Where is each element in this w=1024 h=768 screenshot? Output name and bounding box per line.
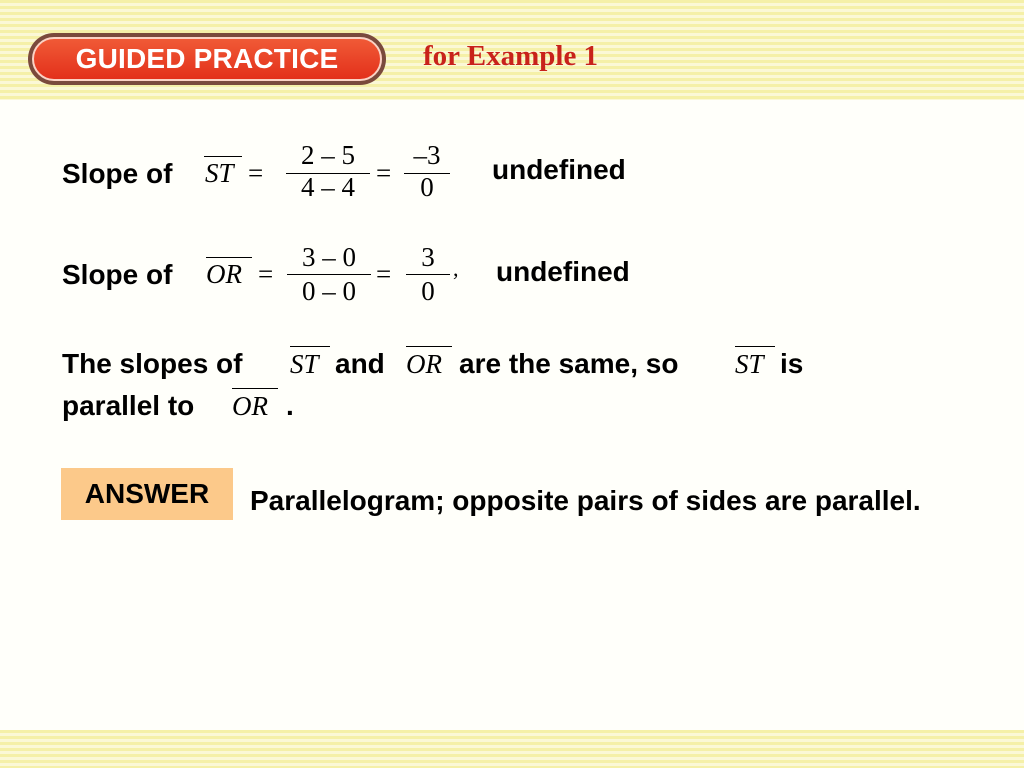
conclusion-segment-or: OR bbox=[406, 349, 442, 379]
slope-st-numerator-2: –3 bbox=[413, 140, 441, 170]
slope-or-equals-1: = bbox=[258, 259, 274, 289]
answer-label: ANSWER bbox=[84, 478, 210, 509]
st-overline bbox=[290, 346, 330, 347]
slope-or-segment: OR bbox=[206, 259, 242, 289]
conclusion-segment-or-2: OR bbox=[232, 391, 268, 421]
slope-or-comma: , bbox=[453, 256, 459, 281]
conclusion-segment-st: ST bbox=[290, 349, 319, 379]
slope-st-segment: ST bbox=[205, 158, 234, 188]
conclusion-text-1: The slopes of bbox=[62, 348, 243, 379]
conclusion-text-3: are the same, so bbox=[459, 348, 679, 379]
st-overline bbox=[204, 156, 242, 157]
conclusion-segment-st-2: ST bbox=[735, 349, 764, 379]
or-overline bbox=[406, 346, 452, 347]
conclusion-text-4: is bbox=[780, 348, 804, 379]
st-overline bbox=[735, 346, 775, 347]
or-overline bbox=[206, 257, 252, 258]
slope-or-fraction-bar-2 bbox=[406, 274, 450, 275]
conclusion-text-2: and bbox=[335, 348, 385, 379]
slope-st-prefix: Slope of bbox=[62, 158, 173, 189]
slope-st-equals-2: = bbox=[376, 158, 392, 188]
conclusion-period: . bbox=[286, 390, 294, 421]
slope-or-prefix: Slope of bbox=[62, 259, 173, 290]
slope-st-denominator-1: 4 – 4 bbox=[301, 172, 355, 202]
or-overline bbox=[232, 388, 278, 389]
slope-st-denominator-2: 0 bbox=[420, 172, 434, 202]
conclusion-text-5: parallel to bbox=[62, 390, 195, 421]
guided-practice-badge bbox=[28, 33, 386, 85]
answer-label-box bbox=[61, 468, 233, 520]
slope-or-numerator-1: 3 – 0 bbox=[302, 242, 356, 272]
badge-label: GUIDED PRACTICE bbox=[32, 37, 382, 81]
slope-st-numerator-1: 2 – 5 bbox=[301, 140, 355, 170]
footer-band bbox=[0, 730, 1024, 768]
slope-or-denominator-2: 0 bbox=[421, 276, 435, 306]
slope-or-fraction-bar-1 bbox=[287, 274, 371, 275]
slope-or-equals-2: = bbox=[376, 259, 392, 289]
slope-st-equals-1: = bbox=[248, 158, 264, 188]
slope-or-result: undefined bbox=[496, 256, 630, 287]
example-label: for Example 1 bbox=[423, 40, 599, 72]
slope-or-numerator-2: 3 bbox=[421, 242, 435, 272]
slope-st-result: undefined bbox=[492, 154, 626, 185]
slope-or-denominator-1: 0 – 0 bbox=[302, 276, 356, 306]
answer-text: Parallelogram; opposite pairs of sides are parallel. bbox=[250, 485, 921, 516]
